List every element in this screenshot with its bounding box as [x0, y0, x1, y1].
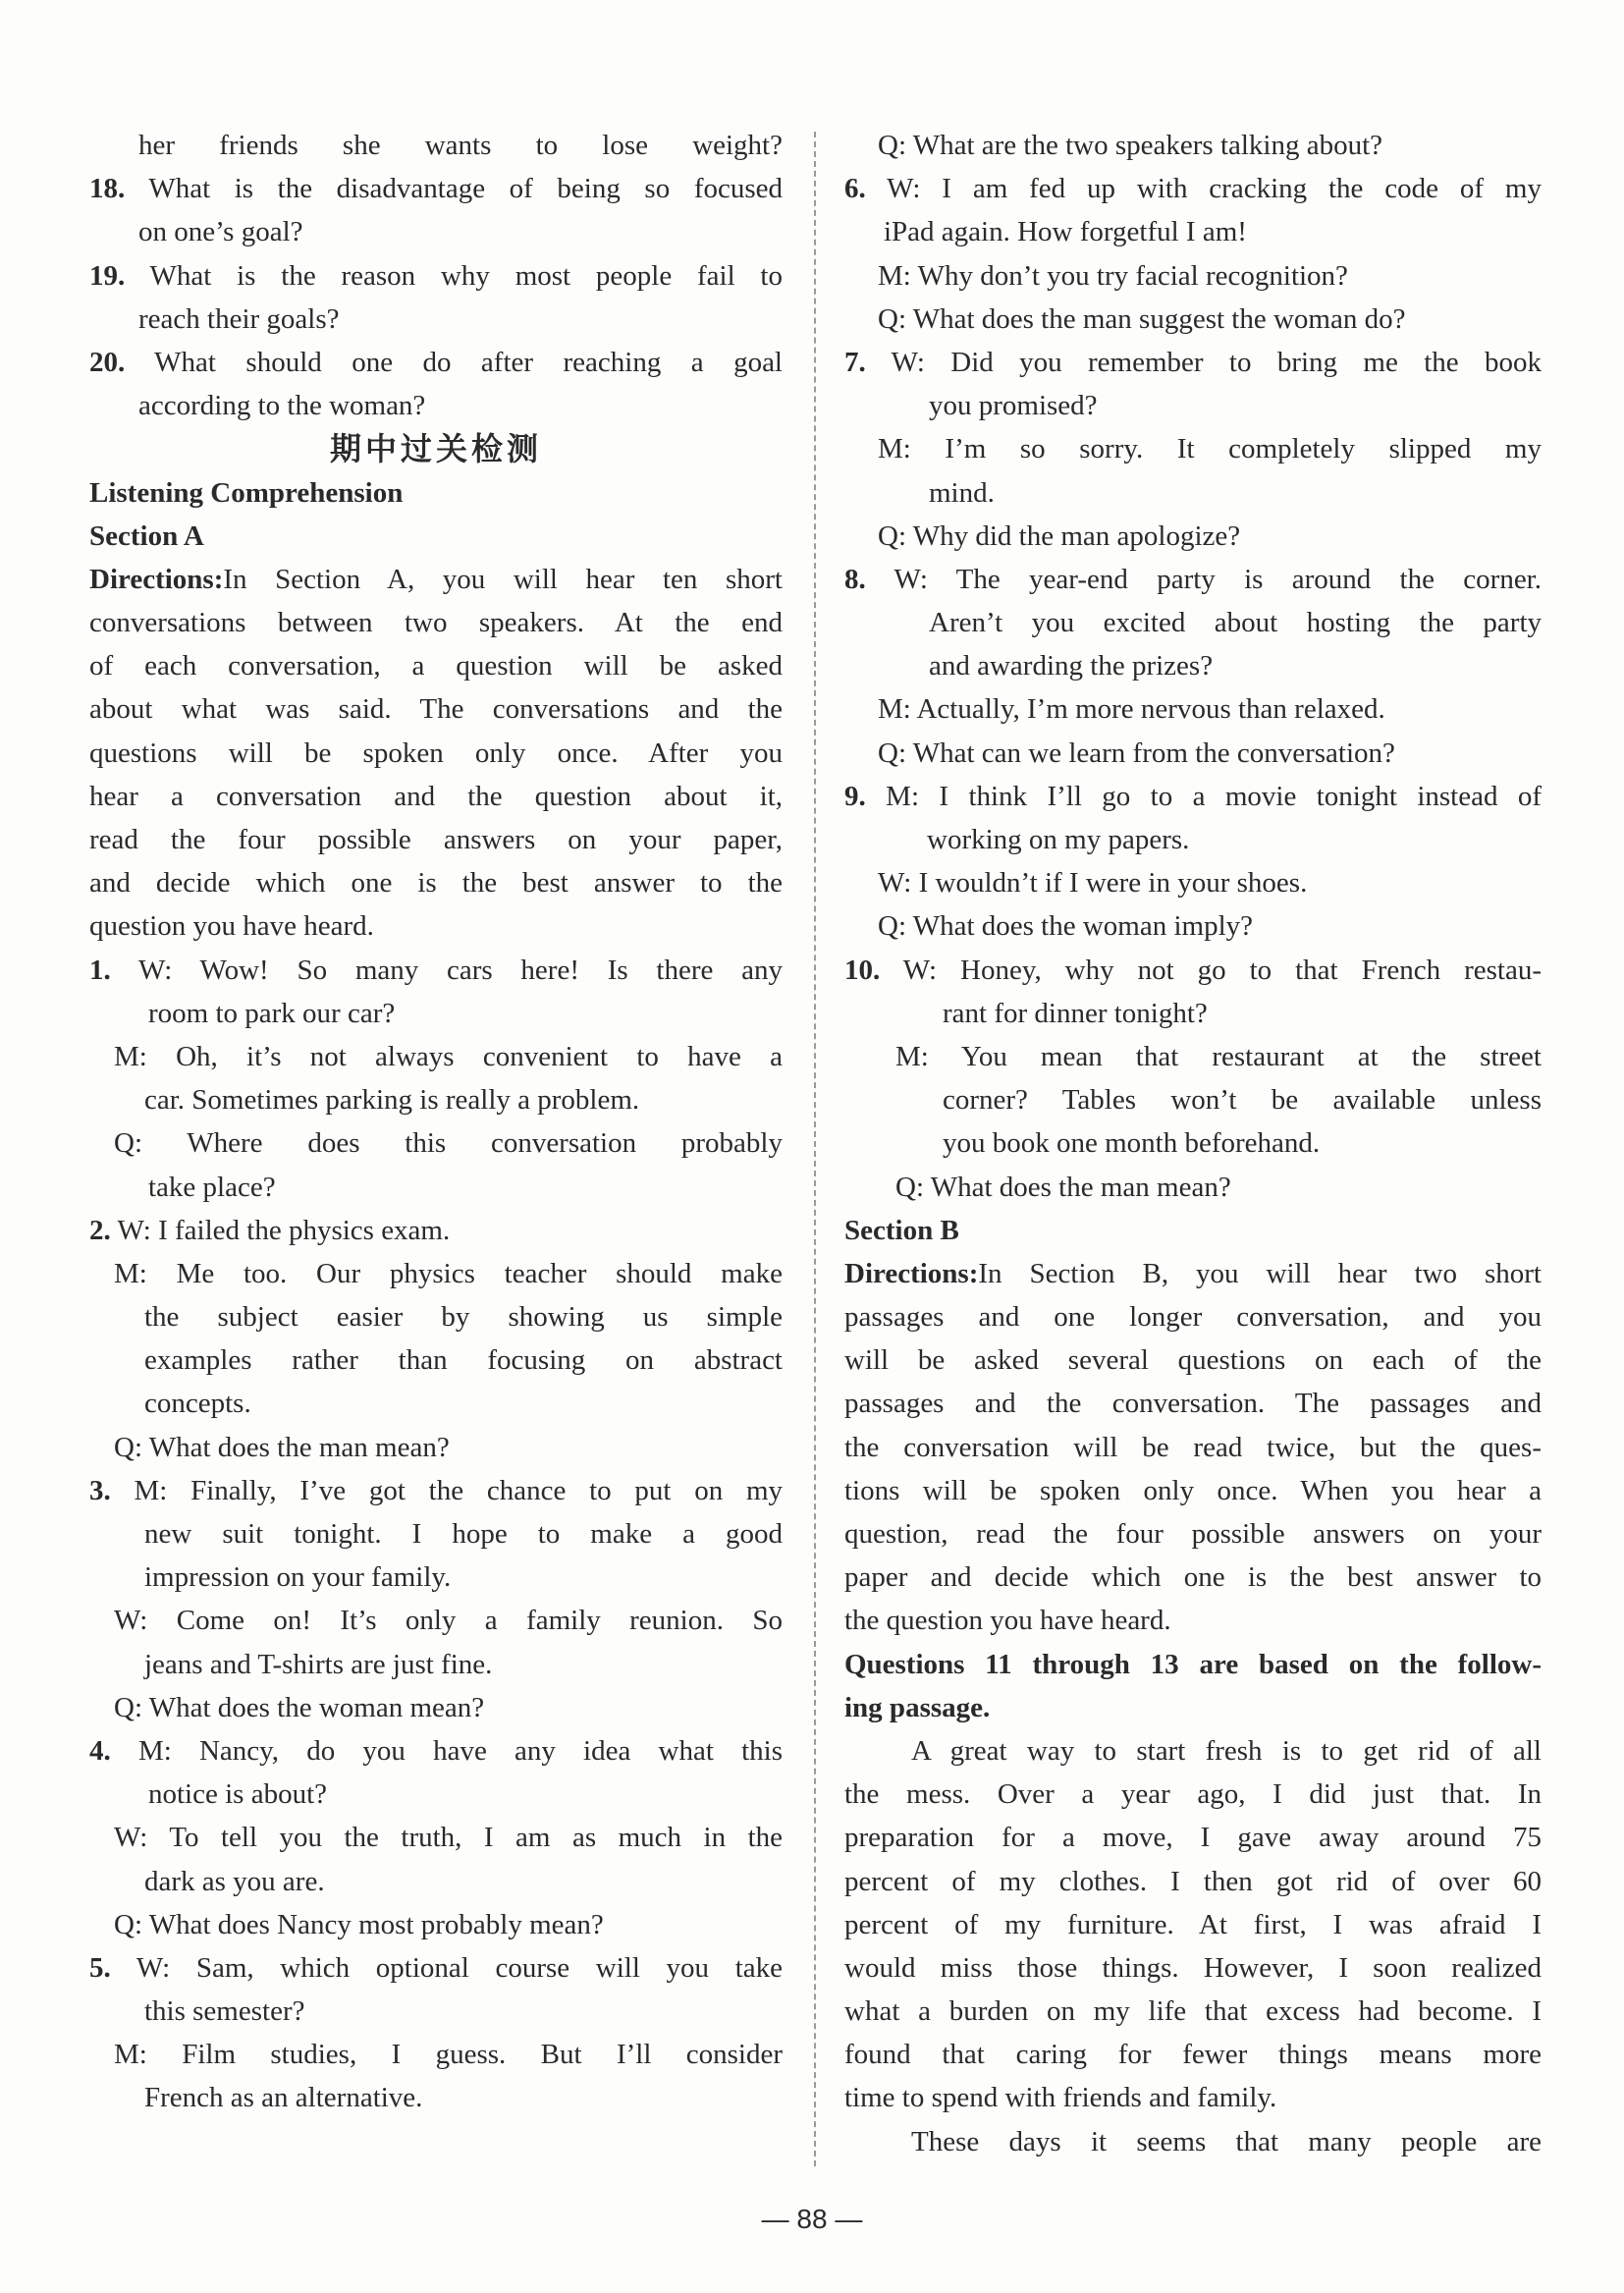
line: W: To tell you the truth, I am as much in the	[114, 1822, 783, 1854]
line: you book one month beforehand.	[943, 1127, 1321, 1160]
line: rant for dinner tonight?	[943, 997, 1208, 1029]
question-20	[89, 341, 783, 384]
section-title: 期中过关检测	[329, 430, 542, 468]
line: reach their goals?	[138, 302, 340, 335]
line: found that caring for fewer things means more	[844, 2039, 1542, 2071]
question-19	[89, 254, 783, 298]
line: notice is about?	[148, 1778, 328, 1811]
line: passages and one longer conversation, and you	[844, 1301, 1542, 1334]
line: W: Sam, which optional course will you take	[135, 1951, 783, 1984]
line: What is the disadvantage of being so focused	[148, 173, 783, 205]
line: will be asked several questions on each of the	[844, 1344, 1542, 1377]
directions-label: Directions:	[844, 1257, 979, 1289]
directions-label: Directions:	[89, 563, 224, 595]
line: W: Honey, why not go to that French restau-	[902, 954, 1542, 986]
part-heading: Listening Comprehension	[89, 476, 404, 509]
line: M: I think I’ll go to a movie tonight instead of	[886, 780, 1543, 812]
page-number: — 88 —	[761, 2204, 863, 2234]
line: preparation for a move, I gave away around 75	[844, 1822, 1542, 1854]
item-9	[844, 775, 1542, 818]
line: Q: What does the man suggest the woman do?	[878, 302, 1406, 335]
right-column	[844, 124, 1542, 2163]
line: W: I am fed up with cracking the code of my	[887, 173, 1542, 205]
question-number: 19.	[89, 259, 126, 292]
line: concepts.	[144, 1388, 251, 1420]
line: W: Come on! It’s only a family reunion. So	[114, 1605, 783, 1637]
line: car. Sometimes parking is really a problem.	[144, 1084, 640, 1117]
line: of each conversation, a question will be asked	[89, 650, 783, 682]
item-7	[844, 341, 1542, 384]
line: about what was said. The conversations and the	[89, 693, 783, 726]
question-number: 20.	[89, 346, 126, 378]
line: M: Nancy, do you have any idea what this	[137, 1734, 783, 1767]
item-2	[89, 1209, 783, 1252]
line: M: Actually, I’m more nervous than relaxed.	[878, 693, 1385, 726]
line: M: Why don’t you try facial recognition?	[878, 259, 1348, 292]
line: In Section A, you will hear ten short	[223, 563, 783, 595]
line: tions will be spoken only once. When you hear a	[844, 1474, 1542, 1506]
line: the conversation will be read twice, but the ques-	[844, 1431, 1542, 1463]
line: These days it seems that many people are	[911, 2125, 1542, 2157]
line: M: Film studies, I guess. But I’ll consider	[114, 2039, 783, 2071]
line: percent of my clothes. I then got rid of over 60	[844, 1865, 1542, 1897]
line: question, read the four possible answers on your	[844, 1518, 1542, 1550]
line: Q: What does the woman mean?	[114, 1691, 485, 1723]
item-5	[89, 1946, 783, 1990]
line: French as an alternative.	[144, 2082, 423, 2114]
line: time to spend with friends and family.	[844, 2082, 1277, 2114]
line: Q: What does the man mean?	[114, 1431, 450, 1463]
directions-line	[844, 1252, 1542, 1295]
line: A great way to start fresh is to get rid of all	[911, 1734, 1542, 1767]
line: Q: What does the woman imply?	[878, 910, 1254, 943]
line: mind.	[929, 476, 995, 509]
line: W: Did you remember to bring me the book	[891, 346, 1542, 378]
question-number: 10.	[844, 954, 881, 986]
line: this semester?	[144, 1995, 305, 2028]
line: impression on your family.	[144, 1561, 452, 1594]
line: the question you have heard.	[844, 1605, 1171, 1637]
question-number: 9.	[844, 780, 866, 812]
line: What is the reason why most people fail to	[149, 259, 783, 292]
line: Q: What does the man mean?	[895, 1171, 1231, 1203]
question-number: 8.	[844, 563, 866, 595]
item-3	[89, 1469, 783, 1512]
line: M: Me too. Our physics teacher should make	[114, 1257, 783, 1289]
question-18	[89, 167, 783, 210]
line: W: The year-end party is around the corner.	[893, 563, 1542, 595]
question-number: 18.	[89, 173, 126, 205]
line: paper and decide which one is the best answer to	[844, 1561, 1542, 1594]
question-number: 5.	[89, 1951, 111, 1984]
line: would miss those things. However, I soon realized	[844, 1951, 1542, 1984]
column-divider	[814, 132, 816, 2166]
question-number: 6.	[844, 173, 866, 205]
line: W: I wouldn’t if I were in your shoes.	[878, 867, 1308, 900]
line: according to the woman?	[138, 390, 426, 422]
line: Q: Where does this conversation probably	[114, 1127, 783, 1160]
line: percent of my furniture. At first, I was afraid I	[844, 1908, 1542, 1940]
line: question you have heard.	[89, 910, 374, 943]
line: Q: What does Nancy most probably mean?	[114, 1908, 604, 1940]
line: corner? Tables won’t be available unless	[943, 1084, 1542, 1117]
line: Aren’t you excited about hosting the party	[929, 607, 1542, 639]
item-8	[844, 558, 1542, 601]
line: W: Wow! So many cars here! Is there any	[137, 954, 783, 986]
line: passages and the conversation. The passages and	[844, 1388, 1542, 1420]
line: on one’s goal?	[138, 216, 303, 248]
line: Q: What can we learn from the conversation?	[878, 737, 1395, 769]
line: M: Oh, it’s not always convenient to have a	[114, 1040, 783, 1072]
line: examples rather than focusing on abstract	[144, 1344, 783, 1377]
line: In Section B, you will hear two short	[978, 1257, 1542, 1289]
line: the subject easier by showing us simple	[144, 1301, 783, 1334]
line: M: You mean that restaurant at the street	[895, 1040, 1542, 1072]
item-10	[844, 949, 1542, 992]
left-column	[89, 124, 783, 2120]
section-heading: Section A	[89, 519, 204, 552]
line: her friends she wants to lose weight?	[138, 130, 783, 161]
line: you promised?	[929, 390, 1098, 422]
line: dark as you are.	[144, 1865, 325, 1897]
line: Q: What are the two speakers talking about?	[878, 130, 1383, 161]
question-number: 1.	[89, 954, 111, 986]
line: jeans and T-shirts are just fine.	[144, 1648, 493, 1680]
question-number: 7.	[844, 346, 866, 378]
question-number: 3.	[89, 1474, 111, 1506]
line: Q: Why did the man apologize?	[878, 519, 1241, 552]
item-1	[89, 949, 783, 992]
directions-line	[89, 558, 783, 601]
line: conversations between two speakers. At the end	[89, 607, 783, 639]
line: M: I’m so sorry. It completely slipped my	[878, 433, 1542, 465]
line: what a burden on my life that excess had become. I	[844, 1995, 1542, 2028]
item-4	[89, 1729, 783, 1773]
line: questions will be spoken only once. After you	[89, 737, 783, 769]
line: What should one do after reaching a goal	[154, 346, 783, 378]
line: M: Finally, I’ve got the chance to put on my	[134, 1474, 784, 1506]
line: and awarding the prizes?	[929, 650, 1214, 682]
section-heading: Section B	[844, 1214, 959, 1246]
line: and decide which one is the best answer to the	[89, 867, 783, 900]
question-number: 4.	[89, 1734, 111, 1767]
passage-heading: ing passage.	[844, 1691, 991, 1723]
line: read the four possible answers on your paper,	[89, 824, 783, 855]
line: new suit tonight. I hope to make a good	[144, 1518, 783, 1550]
line: the mess. Over a year ago, I did just that. In	[844, 1778, 1542, 1811]
line: iPad again. How forgetful I am!	[884, 216, 1247, 248]
line: W: I failed the physics exam.	[117, 1214, 451, 1246]
question-number: 2.	[89, 1214, 111, 1246]
item-6	[844, 167, 1542, 210]
line: working on my papers.	[927, 824, 1190, 855]
passage-heading: Questions 11 through 13 are based on the follow-	[844, 1648, 1542, 1680]
line: hear a conversation and the question about it,	[89, 780, 783, 812]
line: room to park our car?	[148, 997, 396, 1029]
line: take place?	[148, 1171, 276, 1203]
